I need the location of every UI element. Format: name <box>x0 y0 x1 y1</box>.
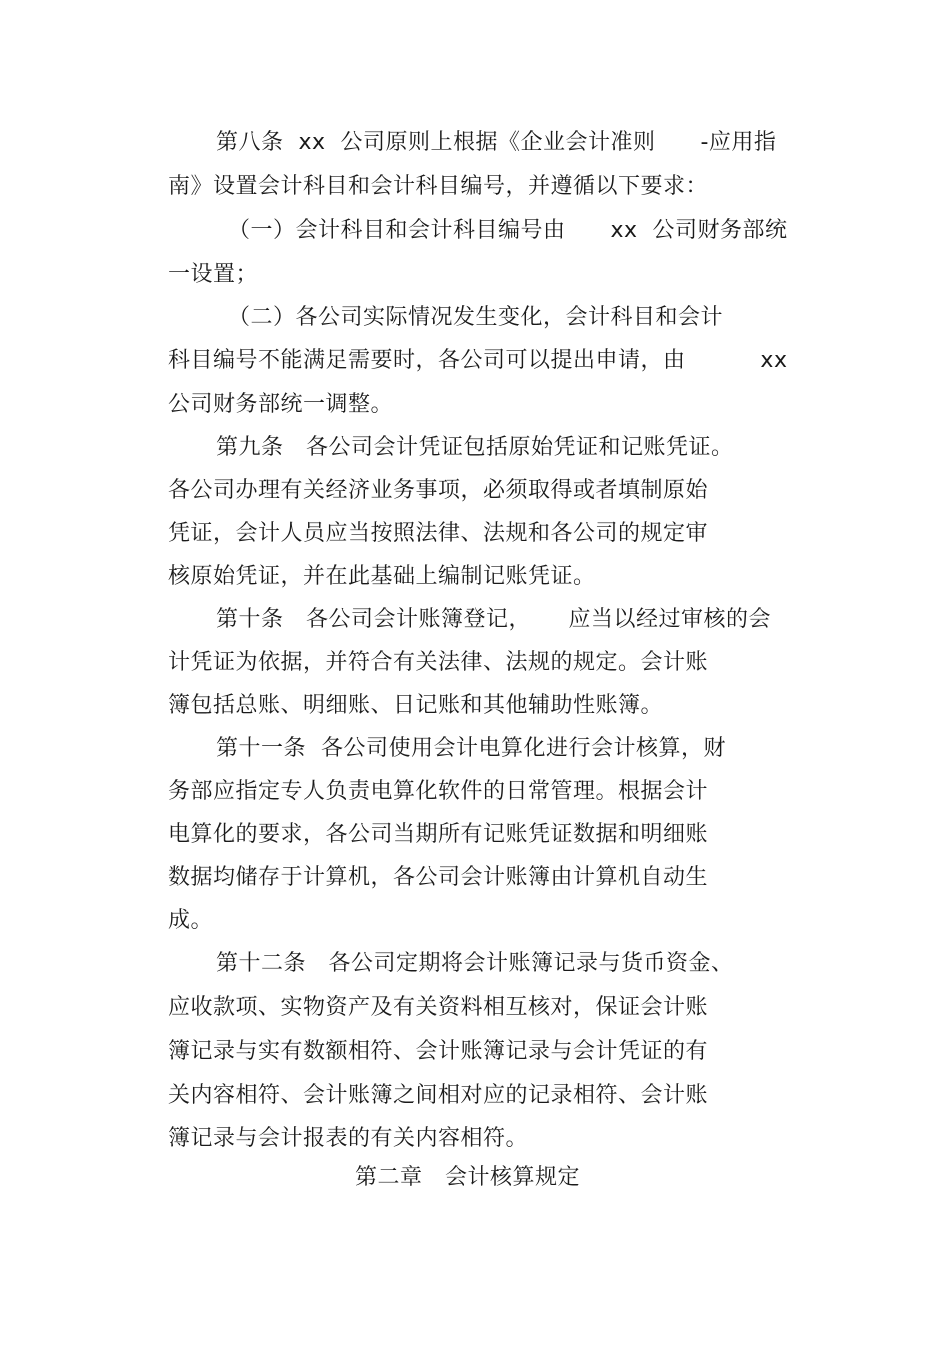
article-11-line-5: 成。 <box>168 908 214 933</box>
article-11-line-3: 电算化的要求，各公司当期所有记账凭证数据和明细账 <box>168 822 709 847</box>
item-2-line-3: 公司财务部统一调整。 <box>168 392 394 417</box>
article-11-line-4: 数据均储存于计算机，各公司会计账簿由计算机自动生 <box>168 865 709 890</box>
article-12-line-2: 应收款项、实物资产及有关资料相互核对，保证会计账 <box>168 995 709 1020</box>
article-9-line-3: 凭证，会计人员应当按照法律、法规和各公司的规定审 <box>168 521 709 546</box>
item-2-line-2: 科目编号不能满足需要时，各公司可以提出申请，由 xx <box>168 348 788 373</box>
chapter-heading: 第二章 会计核算规定 <box>355 1165 580 1190</box>
article-12-line-1: 第十二条 各公司定期将会计账簿记录与货币资金、 <box>216 951 734 976</box>
article-12-line-3: 簿记录与实有数额相符、会计账簿记录与会计凭证的有 <box>168 1039 709 1064</box>
article-12-line-4: 关内容相符、会计账簿之间相对应的记录相符、会计账 <box>168 1083 709 1108</box>
article-10-line-3: 簿包括总账、明细账、日记账和其他辅助性账簿。 <box>168 693 664 718</box>
item-1-line-1: （一）会计科目和会计科目编号由 xx 公司财务部统 <box>228 218 788 243</box>
article-9-line-1: 第九条 各公司会计凭证包括原始凭证和记账凭证。 <box>216 435 734 460</box>
article-8-line-2: 南》设置会计科目和会计科目编号，并遵循以下要求： <box>168 174 709 199</box>
article-10-line-2: 计凭证为依据，并符合有关法律、法规的规定。会计账 <box>168 650 709 675</box>
article-11-line-1: 第十一条 各公司使用会计电算化进行会计核算，财 <box>216 736 726 761</box>
article-10-line-1: 第十条 各公司会计账簿登记， 应当以经过审核的会 <box>216 607 771 632</box>
item-1-line-2: 一设置； <box>168 262 259 287</box>
article-8-line-1: 第八条 xx 公司原则上根据《企业会计准则 -应用指 <box>216 130 777 155</box>
article-11-line-2: 务部应指定专人负责电算化软件的日常管理。根据会计 <box>168 779 709 804</box>
article-9-line-4: 核原始凭证，并在此基础上编制记账凭证。 <box>168 564 596 589</box>
article-9-line-2: 各公司办理有关经济业务事项，必须取得或者填制原始 <box>168 478 709 503</box>
article-12-line-5: 簿记录与会计报表的有关内容相符。 <box>168 1126 529 1151</box>
item-2-line-1: （二）各公司实际情况发生变化，会计科目和会计 <box>228 305 724 330</box>
